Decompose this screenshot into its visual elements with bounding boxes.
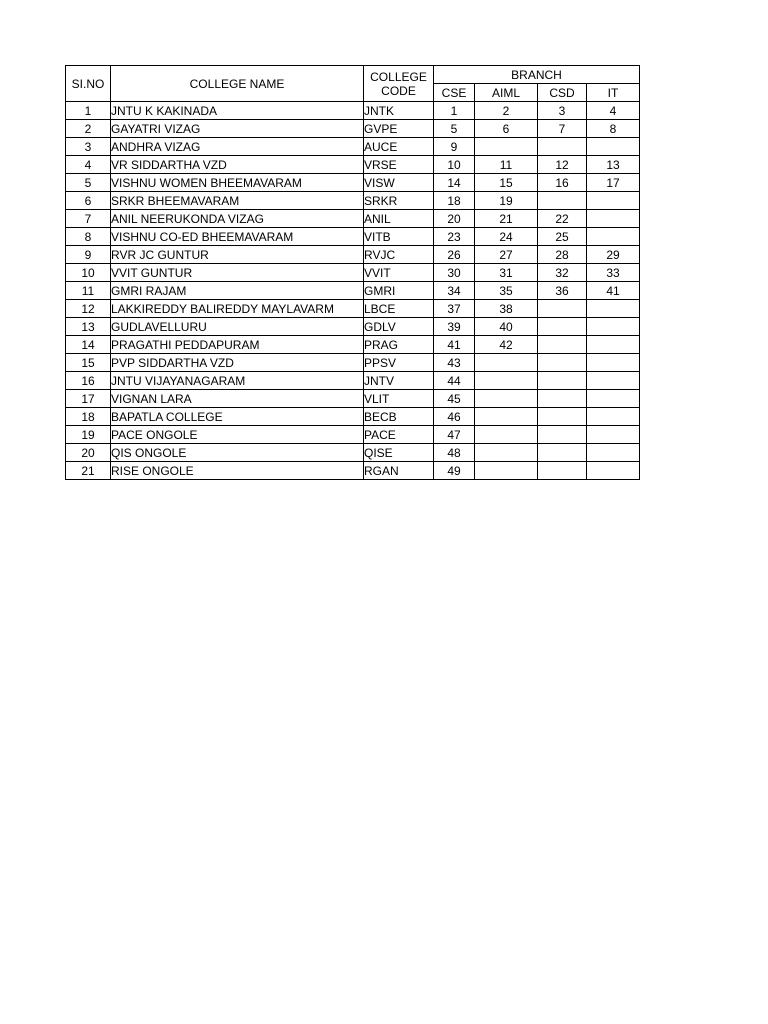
- cell-college-name: BAPATLA COLLEGE: [111, 408, 364, 426]
- cell-sino: 21: [66, 462, 111, 480]
- cell-it: 13: [587, 156, 640, 174]
- cell-it: [587, 354, 640, 372]
- cell-csd: 25: [538, 228, 587, 246]
- cell-college-code: VVIT: [364, 264, 434, 282]
- table-row: [66, 102, 640, 120]
- cell-it: [587, 336, 640, 354]
- cell-sino: 9: [66, 246, 111, 264]
- cell-college-code: JNTK: [364, 102, 434, 120]
- cell-college-code: VITB: [364, 228, 434, 246]
- cell-aiml: 38: [475, 300, 538, 318]
- cell-aiml: 6: [475, 120, 538, 138]
- cell-it: [587, 444, 640, 462]
- cell-sino: 19: [66, 426, 111, 444]
- cell-college-code: GVPE: [364, 120, 434, 138]
- table-row: [66, 426, 640, 444]
- table-row: [66, 138, 640, 156]
- table-row: [66, 462, 640, 480]
- cell-csd: [538, 318, 587, 336]
- cell-college-name: GUDLAVELLURU: [111, 318, 364, 336]
- cell-college-code: ANIL: [364, 210, 434, 228]
- table-row: [66, 408, 640, 426]
- cell-college-code: GDLV: [364, 318, 434, 336]
- cell-cse: 44: [434, 372, 475, 390]
- cell-csd: [538, 390, 587, 408]
- cell-sino: 4: [66, 156, 111, 174]
- cell-college-name: PRAGATHI PEDDAPURAM: [111, 336, 364, 354]
- cell-college-name: RISE ONGOLE: [111, 462, 364, 480]
- cell-cse: 10: [434, 156, 475, 174]
- cell-aiml: [475, 138, 538, 156]
- table-row: [66, 390, 640, 408]
- cell-cse: 23: [434, 228, 475, 246]
- cell-aiml: 21: [475, 210, 538, 228]
- cell-sino: 17: [66, 390, 111, 408]
- cell-college-code: QISE: [364, 444, 434, 462]
- cell-college-name: VISHNU WOMEN BHEEMAVARAM: [111, 174, 364, 192]
- cell-cse: 26: [434, 246, 475, 264]
- table-row: [66, 282, 640, 300]
- table-row: [66, 300, 640, 318]
- cell-sino: 15: [66, 354, 111, 372]
- cell-cse: 34: [434, 282, 475, 300]
- cell-csd: 22: [538, 210, 587, 228]
- cell-college-code: RVJC: [364, 246, 434, 264]
- cell-aiml: [475, 390, 538, 408]
- cell-college-name: SRKR BHEEMAVARAM: [111, 192, 364, 210]
- cell-college-name: ANIL NEERUKONDA VIZAG: [111, 210, 364, 228]
- cell-college-code: AUCE: [364, 138, 434, 156]
- cell-sino: 13: [66, 318, 111, 336]
- cell-college-code: JNTV: [364, 372, 434, 390]
- header-cse: CSE: [434, 84, 475, 102]
- table-row: [66, 174, 640, 192]
- cell-aiml: 42: [475, 336, 538, 354]
- header-college-code: COLLEGE CODE: [364, 66, 434, 102]
- cell-sino: 18: [66, 408, 111, 426]
- cell-cse: 18: [434, 192, 475, 210]
- cell-csd: [538, 426, 587, 444]
- cell-sino: 7: [66, 210, 111, 228]
- cell-cse: 45: [434, 390, 475, 408]
- cell-college-code: VISW: [364, 174, 434, 192]
- cell-cse: 49: [434, 462, 475, 480]
- cell-sino: 11: [66, 282, 111, 300]
- cell-college-name: JNTU VIJAYANAGARAM: [111, 372, 364, 390]
- cell-cse: 1: [434, 102, 475, 120]
- cell-csd: 28: [538, 246, 587, 264]
- cell-it: [587, 318, 640, 336]
- table-row: [66, 354, 640, 372]
- table-row: [66, 264, 640, 282]
- cell-aiml: [475, 408, 538, 426]
- cell-aiml: 24: [475, 228, 538, 246]
- cell-it: 33: [587, 264, 640, 282]
- cell-csd: [538, 462, 587, 480]
- cell-it: 4: [587, 102, 640, 120]
- cell-aiml: 2: [475, 102, 538, 120]
- cell-csd: 16: [538, 174, 587, 192]
- cell-college-name: VIGNAN LARA: [111, 390, 364, 408]
- cell-sino: 6: [66, 192, 111, 210]
- cell-college-name: GAYATRI VIZAG: [111, 120, 364, 138]
- cell-csd: [538, 192, 587, 210]
- cell-cse: 5: [434, 120, 475, 138]
- cell-csd: [538, 300, 587, 318]
- cell-cse: 47: [434, 426, 475, 444]
- cell-college-code: PACE: [364, 426, 434, 444]
- table-row: [66, 444, 640, 462]
- cell-it: [587, 462, 640, 480]
- cell-it: [587, 390, 640, 408]
- table-header: [66, 66, 640, 102]
- cell-cse: 9: [434, 138, 475, 156]
- cell-csd: 32: [538, 264, 587, 282]
- cell-csd: [538, 372, 587, 390]
- cell-sino: 5: [66, 174, 111, 192]
- cell-college-name: PACE ONGOLE: [111, 426, 364, 444]
- cell-aiml: [475, 354, 538, 372]
- table-row: [66, 210, 640, 228]
- cell-college-name: VISHNU CO-ED BHEEMAVARAM: [111, 228, 364, 246]
- cell-aiml: 19: [475, 192, 538, 210]
- cell-aiml: 27: [475, 246, 538, 264]
- cell-cse: 41: [434, 336, 475, 354]
- cell-aiml: 15: [475, 174, 538, 192]
- cell-college-code: SRKR: [364, 192, 434, 210]
- table-row: [66, 246, 640, 264]
- cell-csd: 7: [538, 120, 587, 138]
- cell-cse: 20: [434, 210, 475, 228]
- cell-it: [587, 372, 640, 390]
- cell-sino: 1: [66, 102, 111, 120]
- cell-college-name: PVP SIDDARTHA VZD: [111, 354, 364, 372]
- cell-aiml: [475, 462, 538, 480]
- cell-it: 17: [587, 174, 640, 192]
- cell-college-code: RGAN: [364, 462, 434, 480]
- cell-college-code: VRSE: [364, 156, 434, 174]
- cell-csd: [538, 354, 587, 372]
- cell-it: [587, 426, 640, 444]
- cell-cse: 43: [434, 354, 475, 372]
- cell-aiml: [475, 372, 538, 390]
- cell-aiml: 31: [475, 264, 538, 282]
- cell-csd: [538, 444, 587, 462]
- cell-csd: [538, 138, 587, 156]
- cell-college-name: RVR JC GUNTUR: [111, 246, 364, 264]
- header-college-name: COLLEGE NAME: [111, 66, 364, 102]
- cell-cse: 14: [434, 174, 475, 192]
- cell-sino: 10: [66, 264, 111, 282]
- header-it: IT: [587, 84, 640, 102]
- table-row: [66, 156, 640, 174]
- cell-cse: 46: [434, 408, 475, 426]
- header-branch: BRANCH: [434, 66, 640, 84]
- cell-it: [587, 408, 640, 426]
- cell-sino: 16: [66, 372, 111, 390]
- cell-college-name: GMRI RAJAM: [111, 282, 364, 300]
- cell-college-name: ANDHRA VIZAG: [111, 138, 364, 156]
- header-aiml: AIML: [475, 84, 538, 102]
- cell-csd: [538, 336, 587, 354]
- cell-csd: [538, 408, 587, 426]
- table-body: [66, 102, 640, 480]
- table-row: [66, 228, 640, 246]
- cell-aiml: [475, 426, 538, 444]
- college-branch-table: [65, 65, 640, 480]
- cell-aiml: 11: [475, 156, 538, 174]
- cell-it: 29: [587, 246, 640, 264]
- cell-aiml: 40: [475, 318, 538, 336]
- cell-aiml: [475, 444, 538, 462]
- cell-college-code: PRAG: [364, 336, 434, 354]
- header-csd: CSD: [538, 84, 587, 102]
- cell-sino: 12: [66, 300, 111, 318]
- cell-it: 8: [587, 120, 640, 138]
- cell-college-name: VR SIDDARTHA VZD: [111, 156, 364, 174]
- cell-college-code: GMRI: [364, 282, 434, 300]
- table-row: [66, 372, 640, 390]
- cell-college-code: LBCE: [364, 300, 434, 318]
- cell-sino: 3: [66, 138, 111, 156]
- cell-college-name: QIS ONGOLE: [111, 444, 364, 462]
- cell-college-code: PPSV: [364, 354, 434, 372]
- header-sino: SI.NO: [66, 66, 111, 102]
- cell-sino: 2: [66, 120, 111, 138]
- cell-sino: 8: [66, 228, 111, 246]
- table-row: [66, 336, 640, 354]
- cell-csd: 12: [538, 156, 587, 174]
- table-row: [66, 192, 640, 210]
- cell-cse: 39: [434, 318, 475, 336]
- cell-it: [587, 300, 640, 318]
- cell-cse: 37: [434, 300, 475, 318]
- table-row: [66, 318, 640, 336]
- cell-csd: 36: [538, 282, 587, 300]
- cell-college-name: JNTU K KAKINADA: [111, 102, 364, 120]
- cell-cse: 30: [434, 264, 475, 282]
- cell-cse: 48: [434, 444, 475, 462]
- cell-it: [587, 138, 640, 156]
- cell-sino: 20: [66, 444, 111, 462]
- cell-college-name: LAKKIREDDY BALIREDDY MAYLAVARM: [111, 300, 364, 318]
- cell-it: [587, 192, 640, 210]
- cell-aiml: 35: [475, 282, 538, 300]
- cell-csd: 3: [538, 102, 587, 120]
- cell-it: 41: [587, 282, 640, 300]
- cell-college-code: BECB: [364, 408, 434, 426]
- cell-college-code: VLIT: [364, 390, 434, 408]
- cell-college-name: VVIT GUNTUR: [111, 264, 364, 282]
- cell-sino: 14: [66, 336, 111, 354]
- cell-it: [587, 210, 640, 228]
- table-row: [66, 120, 640, 138]
- cell-it: [587, 228, 640, 246]
